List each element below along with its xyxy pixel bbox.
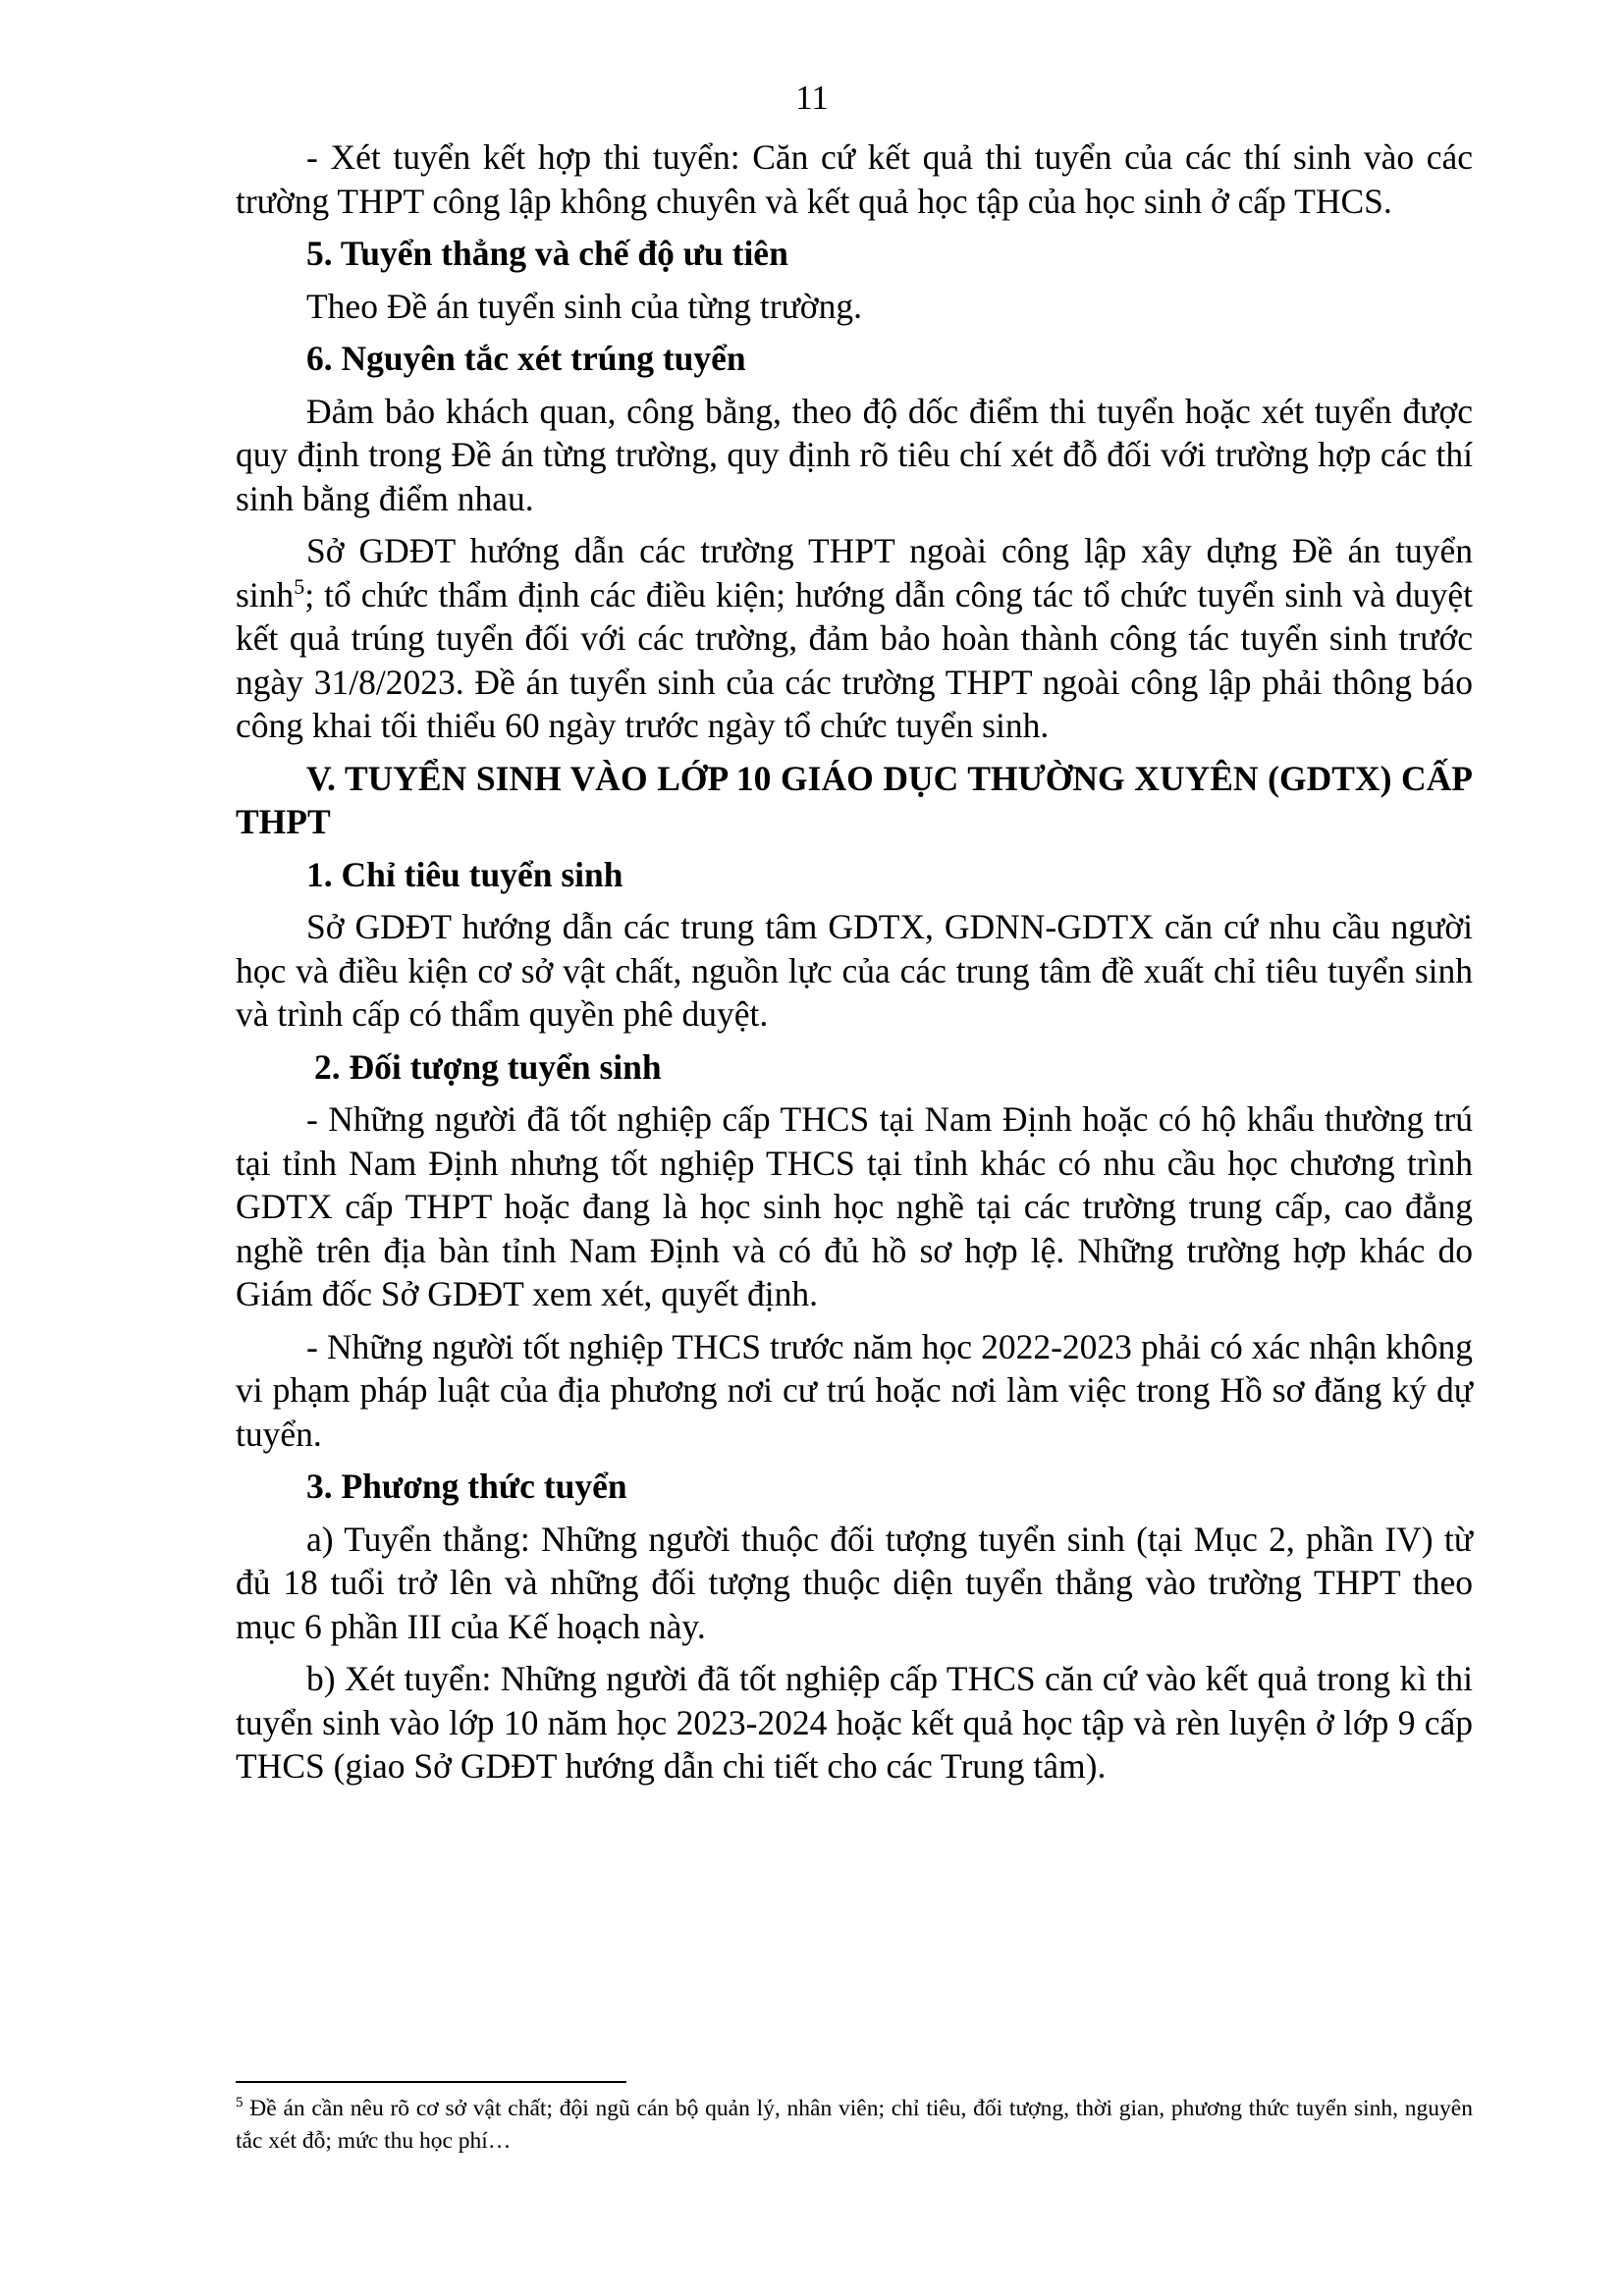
paragraph-private-schools-guidance [236,529,1473,748]
paragraph-quota-guidance: Sở GDĐT hướng dẫn các trung tâm GDTX, GDNN-GDTX căn cứ nhu cầu người học và điều kiện cơ sở vật chất, nguồn lực của các trung tâm đề xuất chỉ tiêu tuyển sinh và trình cấp có thẩm quyền phê duyệt. [236,907,1473,1034]
paragraph-earlier-graduates: - Những người tốt nghiệp THCS trước năm học 2022-2023 phải có xác nhận không vi phạm pháp luật của địa phương nơi cư trú hoặc nơi làm việc trong Hồ sơ đăng ký dự tuyển. [236,1326,1473,1454]
paragraph-private-schools-rest: ; tổ chức thẩm định các điều kiện; hướng dẫn công tác tổ chức tuyển sinh và duyệt kết quả trúng tuyển đối với các trường, đảm bảo hoàn thành công tác tuyển sinh trước ngày 31/8/2023. Đề án tuyển sinh của các trường THPT ngoài công lập phải thông báo công khai tối thiểu 60 ngày trước ngày tổ chức tuyển sinh. [236,574,1473,745]
paragraph-eligible-graduates: - Những người đã tốt nghiệp cấp THCS tại Nam Định hoặc có hộ khẩu thường trú tại tỉnh Nam Định nhưng tốt nghiệp THCS tại tỉnh khác có nhu cầu học chương trình GDTX cấp THPT hoặc đang là học sinh học nghề tại các trường trung cấp, cao đẳng nghề trên địa bàn tỉnh Nam Định và có đủ hồ sơ hợp lệ. Những trường hợp khác do Giám đốc Sở GDĐT xem xét, quyết định. [236,1099,1473,1313]
page-number: 11 [795,79,829,117]
heading-section-v-continuing-education: V. TUYỂN SINH VÀO LỚP 10 GIÁO DỤC THƯỜNG XUYÊN (GDTX) CẤP THPT [236,758,1473,841]
heading-direct-admission-priority: 5. Tuyển thẳng và chế độ ưu tiên [306,234,788,273]
footnote-divider [236,2081,626,2083]
document-body [236,135,1473,1797]
footnote-marker: 5 [236,2095,244,2111]
paragraph-per-school-scheme: Theo Đề án tuyển sinh của từng trường. [306,286,862,326]
footnote-reference: 5 [294,573,305,599]
heading-admission-principles: 6. Nguyên tắc xét trúng tuyển [306,339,746,378]
heading-enrollment-quota: 1. Chỉ tiêu tuyển sinh [306,854,623,894]
heading-eligible-candidates: 2. Đối tượng tuyển sinh [314,1046,662,1087]
heading-admission-methods: 3. Phương thức tuyển [306,1467,627,1506]
paragraph-combined-admission: - Xét tuyển kết hợp thi tuyển: Căn cứ kết quả thi tuyển của các thí sinh vào các trường THPT công lập không chuyên và kết quả học tập của học sinh ở cấp THCS. [236,137,1473,221]
paragraph-selection-admission: b) Xét tuyển: Những người đã tốt nghiệp cấp THCS căn cứ vào kết quả trong kì thi tuyển sinh vào lớp 10 năm học 2023-2024 hoặc kết quả học tập và rèn luyện ở lớp 9 cấp THCS (giao Sở GDĐT hướng dẫn chi tiết cho các Trung tâm). [236,1659,1473,1786]
footnote [236,2093,1473,2158]
footnote-text: Đề án cần nêu rõ cơ sở vật chất; đội ngũ cán bộ quản lý, nhân viên; chỉ tiêu, đối tượng, thời gian, phương thức tuyển sinh, nguyên tắc xét đỗ; mức thu học phí… [236,2096,1473,2154]
paragraph-private-schools-lead: Sở GDĐT hướng dẫn các trường THPT ngoài công lập xây dựng Đề án tuyển sinh [236,531,1473,614]
paragraph-direct-admission: a) Tuyển thẳng: Những người thuộc đối tượng tuyển sinh (tại Mục 2, phần IV) từ đủ 18 tuổi trở lên và những đối tượng thuộc diện tuyển thẳng vào trường THPT theo mục 6 phần III của Kế hoạch này. [236,1519,1473,1646]
paragraph-objectivity-fairness: Đảm bảo khách quan, công bằng, theo độ dốc điểm thi tuyển hoặc xét tuyển được quy định trong Đề án từng trường, quy định rõ tiêu chí xét đỗ đối với trường hợp các thí sinh bằng điểm nhau. [236,391,1473,518]
